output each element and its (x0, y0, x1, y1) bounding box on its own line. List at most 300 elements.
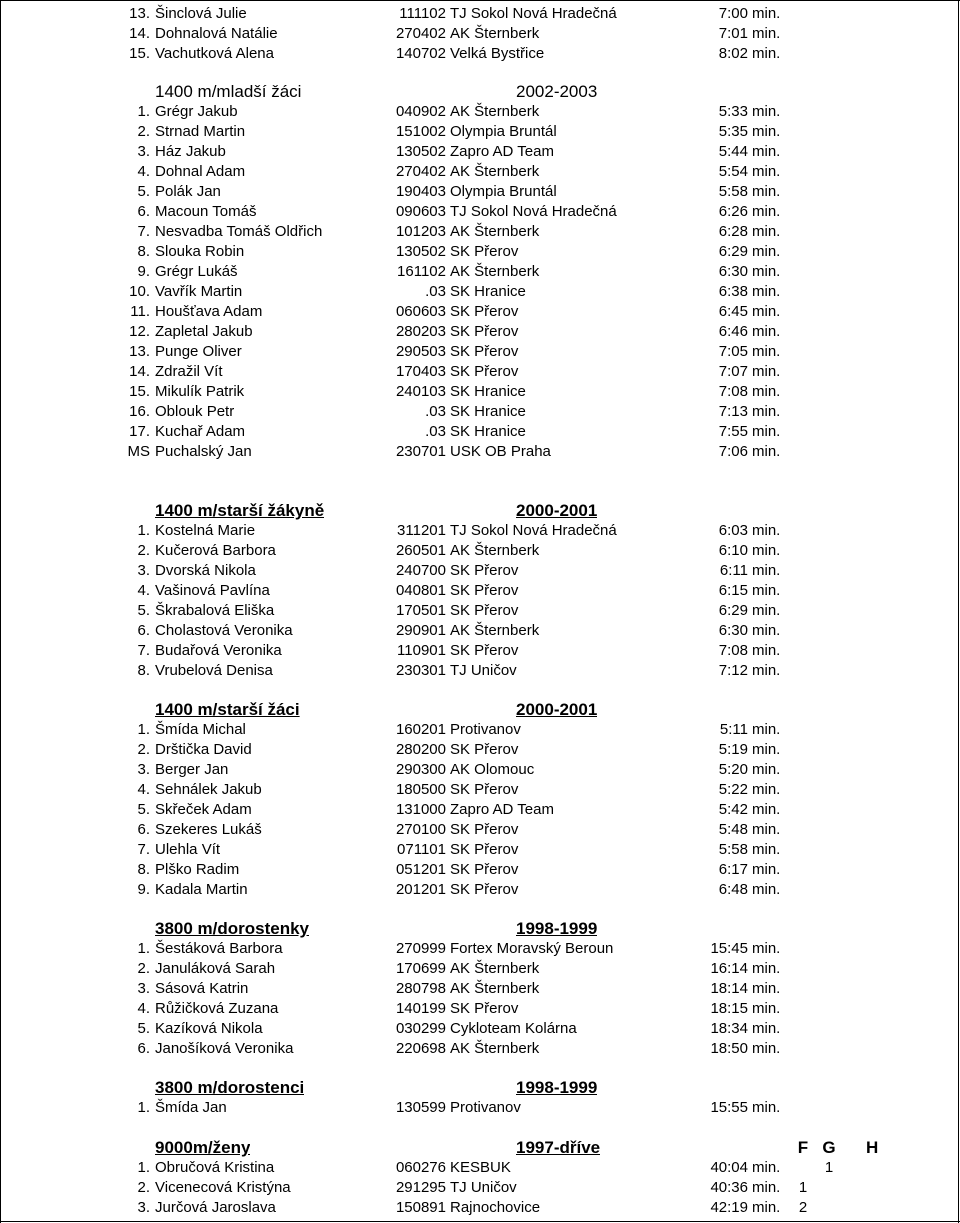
birth-date: 140702 (395, 45, 446, 62)
rank: 1. (137, 721, 150, 738)
rank: 17. (129, 423, 150, 440)
time-unit: min. (752, 103, 781, 120)
category-years: 2000-2001 (516, 501, 598, 520)
result-time: 18:15 (710, 1000, 748, 1017)
result-row (0, 242, 960, 262)
rank: 7. (137, 223, 150, 240)
club: SK Přerov (450, 363, 519, 380)
time-unit: min. (752, 283, 781, 300)
birth-date: 230301 (395, 662, 446, 679)
athlete-name: Vavřík Martin (155, 283, 243, 300)
result-time: 5:19 (718, 741, 748, 758)
club: USK OB Praha (450, 443, 551, 460)
rank: 3. (137, 761, 150, 778)
athlete-name: Kučerová Barbora (155, 542, 276, 559)
club: KESBUK (450, 1159, 511, 1176)
rank: 10. (129, 283, 150, 300)
athlete-name: Puchalský Jan (155, 443, 252, 460)
club: SK Přerov (450, 303, 519, 320)
athlete-name: Ulehla Vít (155, 841, 221, 858)
time-unit: min. (752, 243, 781, 260)
result-row (0, 800, 960, 820)
result-row (0, 541, 960, 561)
result-row (0, 939, 960, 959)
time-unit: min. (752, 1000, 781, 1017)
rank: 6. (137, 1040, 150, 1057)
rank: 3. (137, 1199, 150, 1216)
result-row (0, 521, 960, 541)
club: TJ Sokol Nová Hradečná (450, 5, 617, 22)
birth-date: 280798 (395, 980, 446, 997)
club: SK Hranice (450, 423, 526, 440)
category-years: 1998-1999 (516, 1078, 598, 1097)
athlete-name: Polák Jan (155, 183, 221, 200)
result-row (0, 581, 960, 601)
athlete-name: Ház Jakub (155, 143, 226, 160)
rank: 13. (129, 5, 150, 22)
time-unit: min. (752, 1099, 781, 1116)
result-time: 6:48 (718, 881, 748, 898)
club: SK Přerov (450, 562, 519, 579)
rank: 11. (130, 303, 150, 320)
category-header (0, 700, 960, 720)
athlete-name: Cholastová Veronika (155, 622, 293, 639)
athlete-name: Zdražil Vít (155, 363, 223, 380)
time-unit: min. (752, 841, 781, 858)
column-header-g: G (822, 1138, 836, 1157)
result-row (0, 1178, 960, 1198)
time-unit: min. (752, 263, 781, 280)
result-time: 6:17 (718, 861, 748, 878)
time-unit: min. (752, 562, 781, 579)
bottom-border (0, 1221, 960, 1222)
category-title: 1400 m/starší žákyně (155, 501, 325, 520)
athlete-name: Plško Radim (155, 861, 240, 878)
time-unit: min. (752, 45, 781, 62)
athlete-name: Obručová Kristina (155, 1159, 275, 1176)
birth-date: 130599 (395, 1099, 446, 1116)
result-row (0, 880, 960, 900)
time-unit: min. (752, 123, 781, 140)
rank: 1. (137, 522, 150, 539)
club: Velká Bystřice (450, 45, 545, 62)
club: Zapro AD Team (450, 143, 554, 160)
athlete-name: Kazíková Nikola (155, 1020, 263, 1037)
result-row (0, 1198, 960, 1218)
birth-date: 270402 (395, 25, 446, 42)
result-time: 7:13 (718, 403, 748, 420)
athlete-name: Strnad Martin (155, 123, 246, 140)
athlete-name: Mikulík Patrik (155, 383, 245, 400)
club: TJ Sokol Nová Hradečná (450, 522, 617, 539)
club: SK Přerov (450, 343, 519, 360)
time-unit: min. (752, 423, 781, 440)
result-row (0, 760, 960, 780)
birth-date: 101203 (395, 223, 446, 240)
time-unit: min. (752, 741, 781, 758)
result-time: 16:14 (710, 960, 748, 977)
athlete-name: Berger Jan (155, 761, 229, 778)
club: SK Přerov (450, 781, 519, 798)
time-unit: min. (752, 781, 781, 798)
result-row (0, 720, 960, 740)
athlete-name: Szekeres Lukáš (155, 821, 262, 838)
rank: 2. (137, 542, 150, 559)
category-header (0, 1078, 960, 1098)
result-row (0, 282, 960, 302)
club: SK Přerov (450, 861, 519, 878)
time-unit: min. (752, 542, 781, 559)
club: AK Olomouc (450, 761, 535, 778)
time-unit: min. (752, 940, 781, 957)
time-unit: min. (752, 403, 781, 420)
rank: 1. (137, 103, 150, 120)
athlete-name: Slouka Robin (155, 243, 245, 260)
athlete-name: Šmída Jan (155, 1099, 227, 1116)
birth-date: 040902 (395, 103, 446, 120)
result-row (0, 1039, 960, 1059)
club: SK Přerov (450, 741, 519, 758)
club: AK Šternberk (450, 163, 540, 180)
column-f-value: 2 (798, 1199, 808, 1216)
result-row (0, 402, 960, 422)
result-row (0, 860, 960, 880)
athlete-name: Růžičková Zuzana (155, 1000, 279, 1017)
result-time: 8:02 (718, 45, 748, 62)
result-row (0, 122, 960, 142)
result-time: 5:11 (719, 721, 748, 738)
result-row (0, 182, 960, 202)
result-time: 6:26 (718, 203, 748, 220)
rank: 14. (129, 363, 150, 380)
rank: 15. (129, 383, 150, 400)
time-unit: min. (752, 5, 781, 22)
birth-date: 150891 (395, 1199, 446, 1216)
rank: 9. (137, 881, 150, 898)
birth-date: 140199 (395, 1000, 446, 1017)
athlete-name: Januláková Sarah (155, 960, 276, 977)
club: SK Přerov (450, 841, 519, 858)
time-unit: min. (752, 801, 781, 818)
time-unit: min. (752, 1159, 781, 1176)
birth-date: 111102 (399, 5, 446, 22)
result-time: 5:54 (718, 163, 748, 180)
birth-date: 270999 (395, 940, 446, 957)
result-row (0, 342, 960, 362)
club: Olympia Bruntál (450, 123, 557, 140)
club: SK Přerov (450, 1000, 519, 1017)
result-time: 18:50 (710, 1040, 748, 1057)
column-f-value (796, 1158, 810, 1178)
result-row (0, 262, 960, 282)
club: TJ Uničov (450, 662, 517, 679)
rank: 3. (137, 143, 150, 160)
rank: 16. (129, 403, 150, 420)
time-unit: min. (752, 1020, 781, 1037)
result-time: 5:58 (718, 183, 748, 200)
time-unit: min. (752, 602, 781, 619)
birth-date: 280200 (395, 741, 446, 758)
time-unit: min. (752, 25, 781, 42)
category-title: 1400 m/mladší žáci (155, 82, 302, 101)
birth-date: 170501 (395, 602, 446, 619)
result-time: 5:44 (718, 143, 748, 160)
birth-date: 131000 (395, 801, 446, 818)
birth-date: .03 (425, 283, 446, 300)
rank: 8. (137, 662, 150, 679)
birth-date: 170699 (395, 960, 446, 977)
birth-date: 290300 (395, 761, 446, 778)
category-years: 2002-2003 (516, 82, 598, 101)
result-time: 6:38 (718, 283, 748, 300)
club: SK Hranice (450, 283, 526, 300)
club: TJ Sokol Nová Hradečná (450, 203, 617, 220)
result-time: 7:07 (718, 363, 748, 380)
result-time: 6:30 (718, 622, 748, 639)
result-row (0, 4, 960, 24)
club: TJ Uničov (450, 1179, 517, 1196)
rank: 7. (137, 642, 150, 659)
result-row (0, 780, 960, 800)
result-time: 6:30 (718, 263, 748, 280)
rank: 14. (129, 25, 150, 42)
result-time: 15:45 (710, 940, 748, 957)
result-time: 18:14 (710, 980, 748, 997)
birth-date: 311201 (397, 522, 446, 539)
rank: 13. (129, 343, 150, 360)
birth-date: 240103 (395, 383, 446, 400)
birth-date: 071101 (397, 841, 446, 858)
result-time: 6:11 (719, 562, 748, 579)
birth-date: 160201 (395, 721, 446, 738)
time-unit: min. (752, 522, 781, 539)
time-unit: min. (752, 443, 781, 460)
rank: 4. (137, 582, 150, 599)
birth-date: 151002 (395, 123, 446, 140)
result-time: 7:08 (718, 383, 748, 400)
birth-date: .03 (425, 403, 446, 420)
result-row (0, 561, 960, 581)
athlete-name: Sásová Katrin (155, 980, 249, 997)
club: SK Hranice (450, 383, 526, 400)
birth-date: 051201 (395, 861, 446, 878)
birth-date: 170403 (395, 363, 446, 380)
athlete-name: Šestáková Barbora (155, 940, 283, 957)
time-unit: min. (752, 183, 781, 200)
club: AK Šternberk (450, 960, 540, 977)
time-unit: min. (752, 721, 781, 738)
result-row (0, 24, 960, 44)
club: Zapro AD Team (450, 801, 554, 818)
club: SK Přerov (450, 642, 519, 659)
club: AK Šternberk (450, 980, 540, 997)
rank: 15. (129, 45, 150, 62)
birth-date: .03 (425, 423, 446, 440)
result-time: 40:04 (710, 1159, 748, 1176)
club: SK Přerov (450, 821, 519, 838)
column-header-f: F (797, 1138, 809, 1157)
birth-date: 270402 (395, 163, 446, 180)
birth-date: 030299 (395, 1020, 446, 1037)
club: Olympia Bruntál (450, 183, 557, 200)
result-time: 5:22 (718, 781, 748, 798)
result-row (0, 820, 960, 840)
athlete-name: Kuchař Adam (155, 423, 246, 440)
athlete-name: Janošíková Veronika (155, 1040, 294, 1057)
time-unit: min. (752, 881, 781, 898)
athlete-name: Šinclová Julie (155, 5, 247, 22)
time-unit: min. (752, 861, 781, 878)
athlete-name: Grégr Jakub (155, 103, 238, 120)
time-unit: min. (752, 662, 781, 679)
birth-date: 260501 (395, 542, 446, 559)
club: Protivanov (450, 721, 521, 738)
category-years: 2000-2001 (516, 700, 598, 719)
athlete-name: Skřeček Adam (155, 801, 252, 818)
time-unit: min. (752, 383, 781, 400)
time-unit: min. (752, 960, 781, 977)
result-time: 7:55 (718, 423, 748, 440)
birth-date: 240700 (395, 562, 446, 579)
column-header-h: H (866, 1138, 879, 1157)
result-time: 6:29 (718, 602, 748, 619)
result-time: 6:15 (718, 582, 748, 599)
category-years: 1997-dříve (516, 1138, 601, 1157)
category-title: 1400 m/starší žáci (155, 700, 300, 719)
rank: 4. (137, 1000, 150, 1017)
club: AK Šternberk (450, 622, 540, 639)
time-unit: min. (752, 223, 781, 240)
athlete-name: Škrabalová Eliška (155, 602, 275, 619)
birth-date: 291295 (395, 1179, 446, 1196)
rank: 1. (137, 1159, 150, 1176)
result-row (0, 959, 960, 979)
result-row (0, 362, 960, 382)
result-time: 6:29 (718, 243, 748, 260)
rank: 5. (137, 1020, 150, 1037)
club: AK Šternberk (450, 103, 540, 120)
result-row (0, 44, 960, 64)
athlete-name: Vrubelová Denisa (155, 662, 273, 679)
column-g-value: 1 (824, 1159, 834, 1176)
athlete-name: Dvorská Nikola (155, 562, 256, 579)
birth-date: 190403 (395, 183, 446, 200)
time-unit: min. (752, 582, 781, 599)
rank: 9. (137, 263, 150, 280)
rank: 5. (137, 602, 150, 619)
club: SK Přerov (450, 323, 519, 340)
time-unit: min. (752, 821, 781, 838)
result-row (0, 422, 960, 442)
result-time: 6:10 (718, 542, 748, 559)
time-unit: min. (752, 303, 781, 320)
rank: 2. (137, 1179, 150, 1196)
time-unit: min. (752, 980, 781, 997)
result-row (0, 641, 960, 661)
time-unit: min. (752, 363, 781, 380)
athlete-name: Vicenecová Kristýna (155, 1179, 291, 1196)
result-time: 5:42 (718, 801, 748, 818)
birth-date: 270100 (395, 821, 446, 838)
result-time: 7:00 (718, 5, 748, 22)
column-f-value: 1 (798, 1179, 808, 1196)
result-time: 7:01 (718, 25, 748, 42)
time-unit: min. (752, 323, 781, 340)
rank: 4. (137, 781, 150, 798)
rank: 6. (137, 821, 150, 838)
time-unit: min. (752, 1040, 781, 1057)
rank: 2. (137, 123, 150, 140)
category-title: 3800 m/dorostenci (155, 1078, 305, 1097)
rank: 3. (137, 980, 150, 997)
athlete-name: Kostelná Marie (155, 522, 256, 539)
club: Cykloteam Kolárna (450, 1020, 577, 1037)
result-time: 6:03 (718, 522, 748, 539)
time-unit: min. (752, 1199, 781, 1216)
birth-date: 230701 (395, 443, 446, 460)
rank: 2. (137, 960, 150, 977)
result-row (0, 442, 960, 462)
birth-date: 180500 (395, 781, 446, 798)
result-time: 5:48 (718, 821, 748, 838)
result-row (0, 740, 960, 760)
club: Rajnochovice (450, 1199, 541, 1216)
result-row (0, 382, 960, 402)
athlete-name: Houšťava Adam (155, 303, 263, 320)
athlete-name: Jurčová Jaroslava (155, 1199, 276, 1216)
time-unit: min. (752, 143, 781, 160)
result-time: 7:06 (718, 443, 748, 460)
birth-date: 280203 (395, 323, 446, 340)
rank: 2. (137, 741, 150, 758)
result-row (0, 302, 960, 322)
result-time: 6:45 (718, 303, 748, 320)
time-unit: min. (752, 163, 781, 180)
result-row (0, 840, 960, 860)
result-time: 5:58 (718, 841, 748, 858)
club: SK Přerov (450, 881, 519, 898)
club: Protivanov (450, 1099, 521, 1116)
result-time: 15:55 (710, 1099, 748, 1116)
rank: 4. (137, 163, 150, 180)
birth-date: 130502 (395, 243, 446, 260)
birth-date: 220698 (395, 1040, 446, 1057)
rank: 8. (137, 861, 150, 878)
athlete-name: Drštička David (155, 741, 252, 758)
rank: 3. (137, 562, 150, 579)
result-row (0, 1098, 960, 1118)
athlete-name: Punge Oliver (155, 343, 242, 360)
column-g-value (822, 1178, 836, 1198)
athlete-name: Nesvadba Tomáš Oldřich (155, 223, 323, 240)
time-unit: min. (752, 203, 781, 220)
result-row (0, 162, 960, 182)
time-unit: min. (752, 761, 781, 778)
athlete-name: Grégr Lukáš (155, 263, 238, 280)
result-time: 18:34 (710, 1020, 748, 1037)
athlete-name: Budařová Veronika (155, 642, 282, 659)
result-time: 5:35 (718, 123, 748, 140)
club: AK Šternberk (450, 223, 540, 240)
result-time: 42:19 (710, 1199, 748, 1216)
athlete-name: Šmída Michal (155, 721, 246, 738)
result-row (0, 222, 960, 242)
result-time: 5:20 (718, 761, 748, 778)
category-title: 9000m/ženy (155, 1138, 251, 1157)
rank: 6. (137, 622, 150, 639)
club: AK Šternberk (450, 1040, 540, 1057)
result-row (0, 661, 960, 681)
